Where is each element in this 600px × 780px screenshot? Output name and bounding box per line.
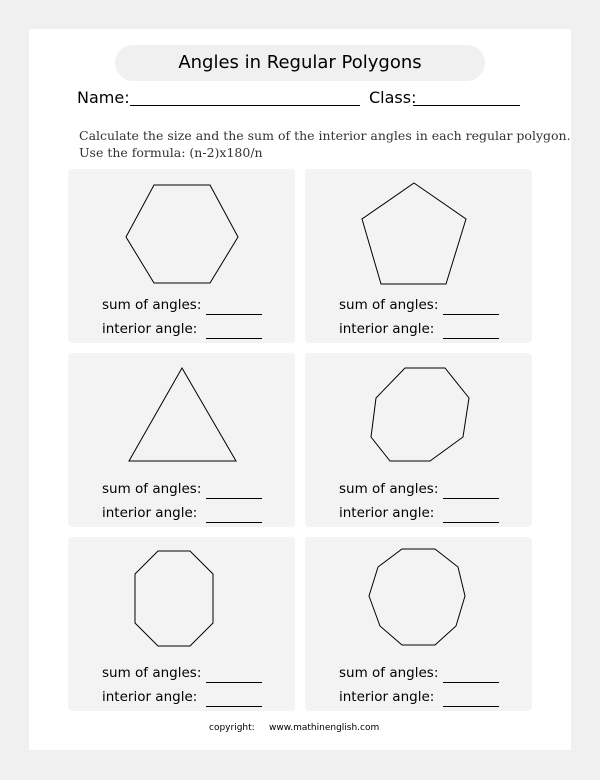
sum-of-angles-blank[interactable] xyxy=(206,314,262,315)
pentagon-icon xyxy=(305,169,532,289)
interior-angle-blank[interactable] xyxy=(443,338,499,339)
sum-of-angles-blank[interactable] xyxy=(443,682,499,683)
sum-of-angles-label: sum of angles: xyxy=(339,297,439,313)
interior-angle-blank[interactable] xyxy=(206,338,262,339)
instructions-line-2: Use the formula: (n-2)x180/n xyxy=(79,145,263,160)
sum-of-angles-blank[interactable] xyxy=(206,498,262,499)
nonagon-icon xyxy=(305,537,532,657)
polygon-card-triangle xyxy=(68,353,295,527)
sum-of-angles-blank[interactable] xyxy=(443,498,499,499)
heptagon-icon xyxy=(305,353,532,473)
interior-angle-blank[interactable] xyxy=(206,706,262,707)
worksheet-page xyxy=(29,29,571,750)
sum-of-angles-blank[interactable] xyxy=(443,314,499,315)
interior-angle-label: interior angle: xyxy=(339,689,435,705)
sum-of-angles-label: sum of angles: xyxy=(102,481,202,497)
octagon-icon xyxy=(68,537,295,657)
sum-of-angles-blank[interactable] xyxy=(206,682,262,683)
interior-angle-label: interior angle: xyxy=(339,321,435,337)
interior-angle-label: interior angle: xyxy=(102,321,198,337)
polygon-card-hexagon xyxy=(68,169,295,343)
polygon-card-nonagon xyxy=(305,537,532,711)
copyright-label: copyright: xyxy=(209,723,255,733)
polygon-card-pentagon xyxy=(305,169,532,343)
class-label: Class: xyxy=(369,88,417,107)
instructions-line-1: Calculate the size and the sum of the interior angles in each regular polygon. xyxy=(79,128,571,143)
interior-angle-label: interior angle: xyxy=(339,505,435,521)
sum-of-angles-label: sum of angles: xyxy=(102,297,202,313)
interior-angle-blank[interactable] xyxy=(443,522,499,523)
triangle-icon xyxy=(68,353,295,473)
sum-of-angles-label: sum of angles: xyxy=(102,665,202,681)
copyright-site-link[interactable]: www.mathinenglish.com xyxy=(269,723,380,733)
sum-of-angles-label: sum of angles: xyxy=(339,481,439,497)
polygon-card-heptagon xyxy=(305,353,532,527)
interior-angle-label: interior angle: xyxy=(102,689,198,705)
name-label: Name: xyxy=(77,88,130,107)
interior-angle-blank[interactable] xyxy=(206,522,262,523)
interior-angle-blank[interactable] xyxy=(443,706,499,707)
sum-of-angles-label: sum of angles: xyxy=(339,665,439,681)
class-field[interactable] xyxy=(413,105,520,106)
polygon-card-octagon xyxy=(68,537,295,711)
hexagon-icon xyxy=(68,169,295,289)
instructions xyxy=(79,127,571,161)
page-title: Angles in Regular Polygons xyxy=(115,45,485,81)
interior-angle-label: interior angle: xyxy=(102,505,198,521)
name-field[interactable] xyxy=(130,105,360,106)
